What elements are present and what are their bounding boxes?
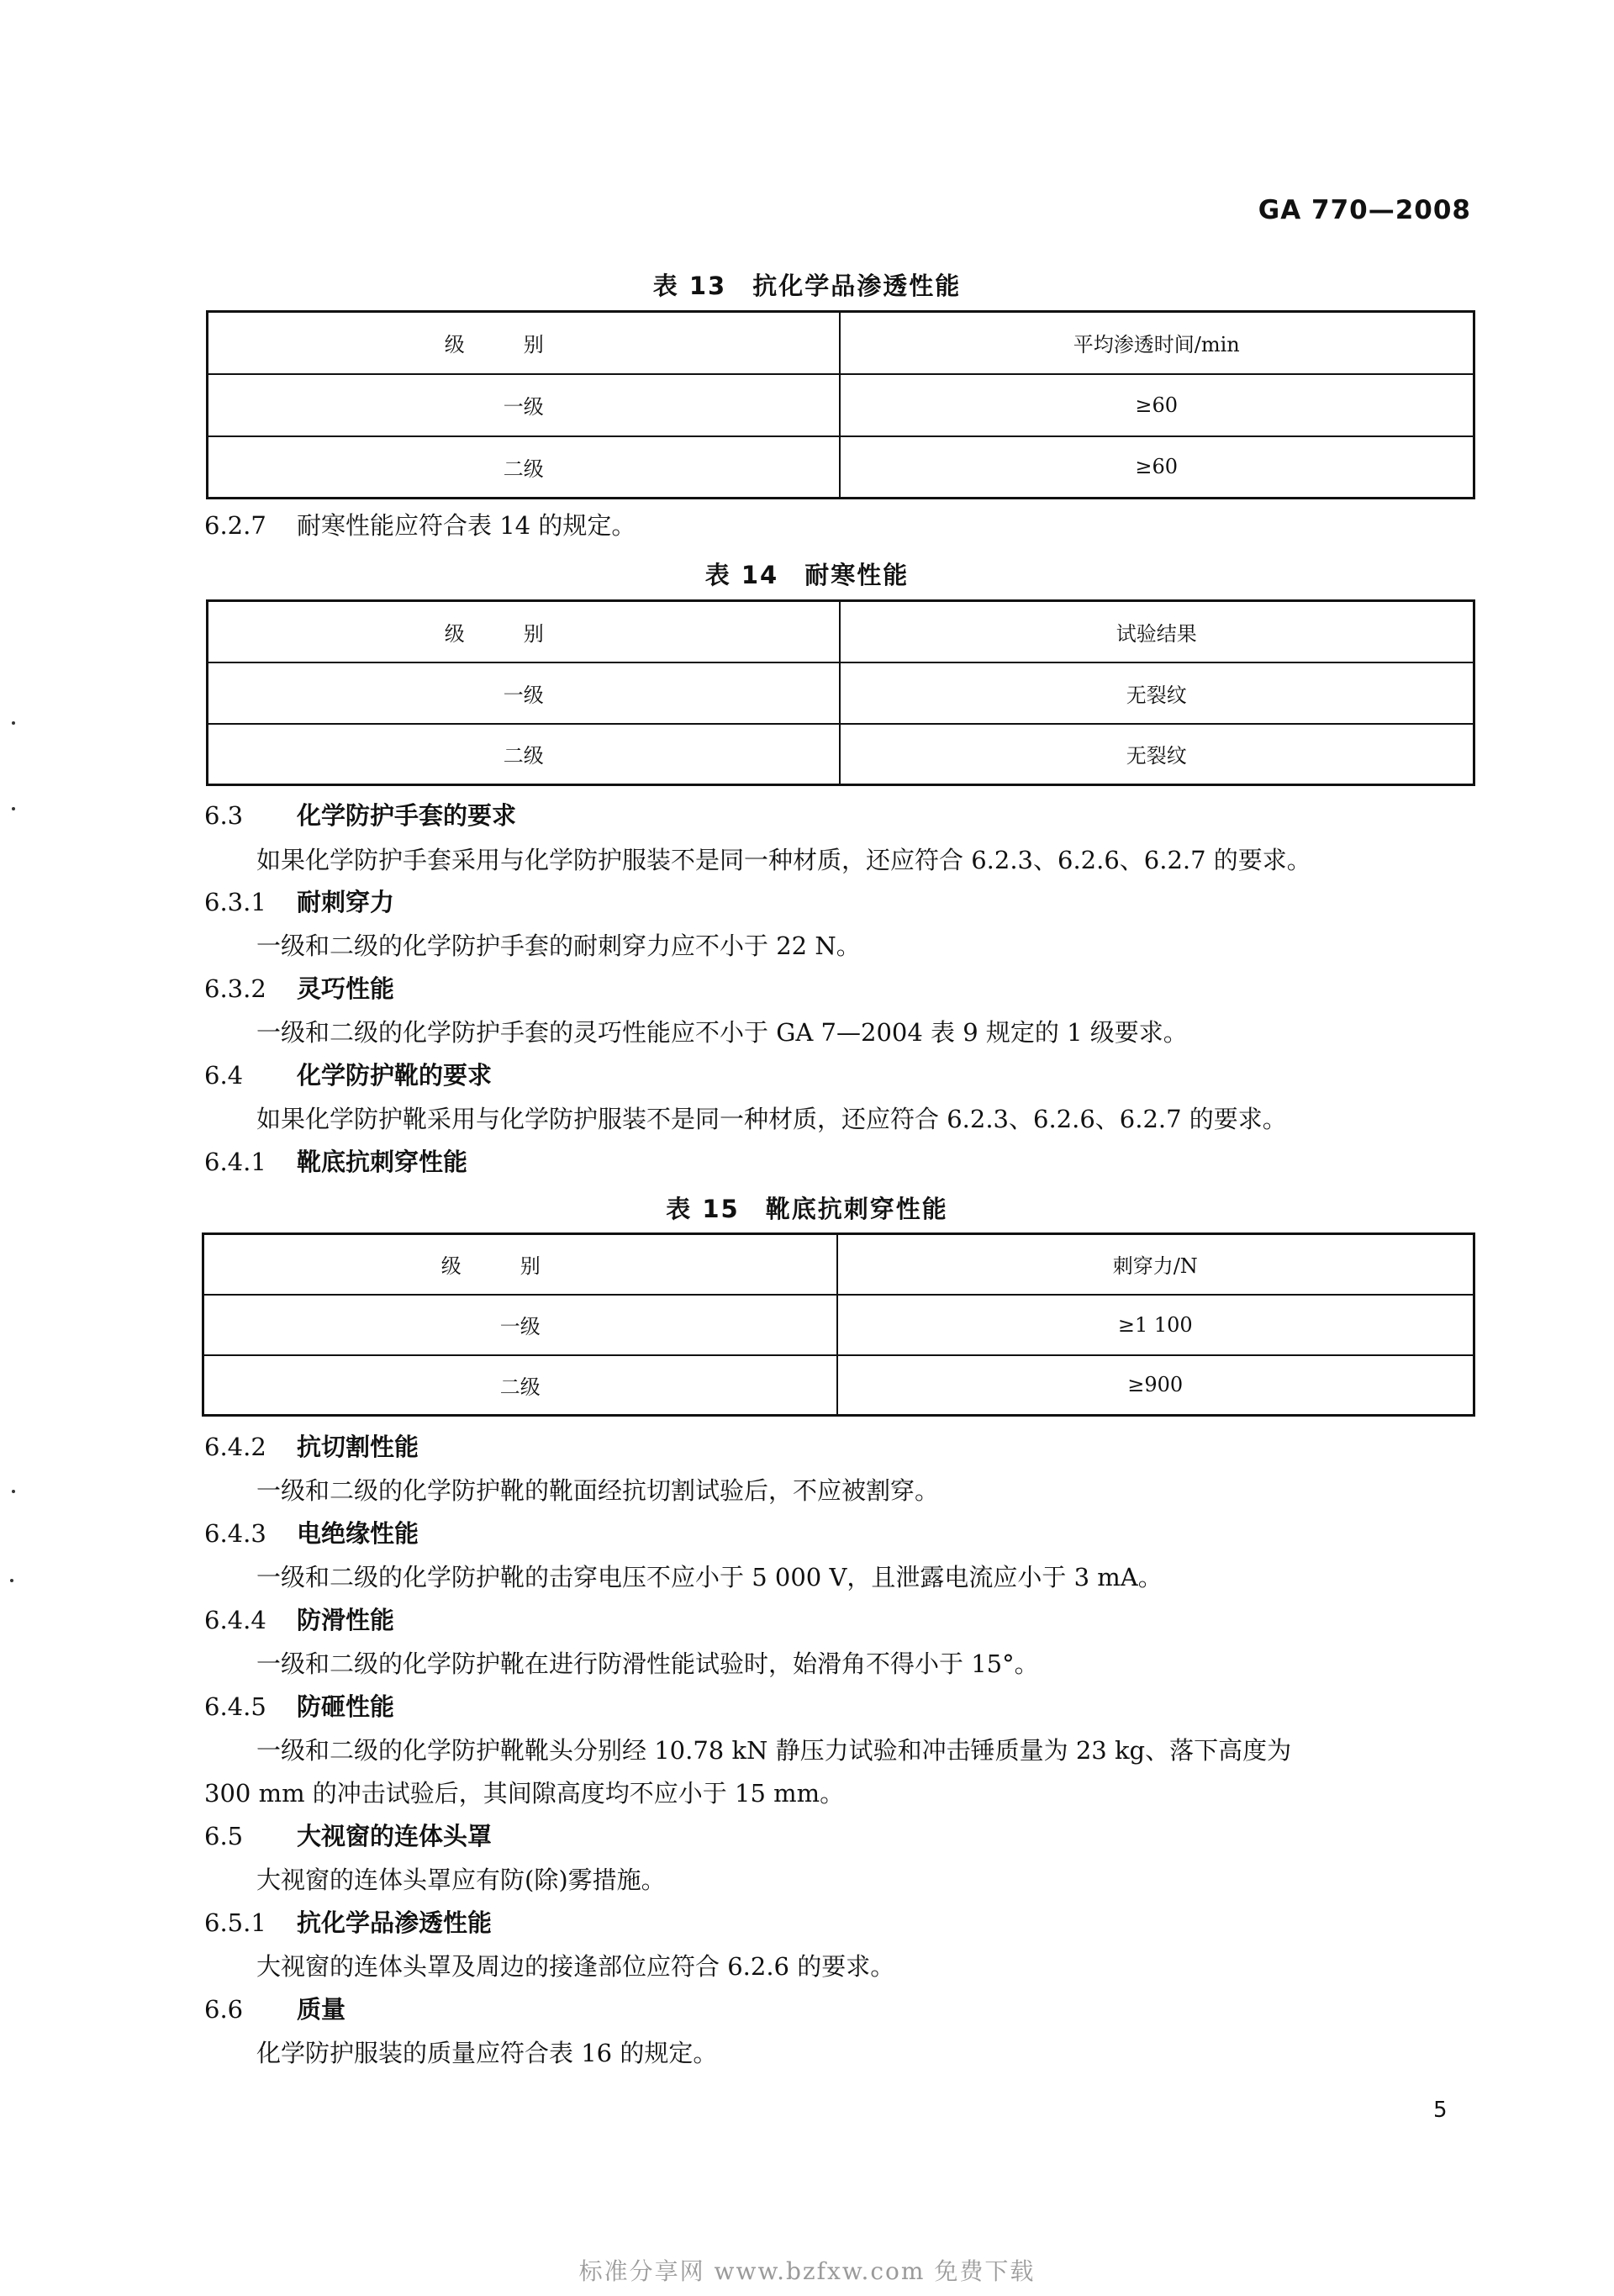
table-row <box>208 374 1474 436</box>
clause-title: 电绝缘性能 <box>297 1519 419 1548</box>
table-13-header-grade: 级别 <box>208 312 840 374</box>
table-row <box>203 1355 1474 1416</box>
clause-6-4-3-text: 一级和二级的化学防护靴的击穿电压不应小于 5 000 V，且泄露电流应小于 3 mA。 <box>256 1563 1163 1591</box>
clause-6-4-heading <box>204 1061 492 1090</box>
table-15-header-grade: 级别 <box>203 1234 837 1295</box>
clause-6-4-text: 如果化学防护靴采用与化学防护服装不是同一种材质，还应符合 6.2.3、6.2.6、6.2.7 的要求。 <box>256 1105 1287 1133</box>
table-13 <box>206 310 1475 499</box>
clause-6-2-7 <box>204 511 636 541</box>
clause-6-5-heading <box>204 1822 492 1851</box>
table-13-title: 表 13 抗化学品渗透性能 <box>652 272 962 300</box>
clause-6-6-heading <box>204 1995 345 2024</box>
table-14-title: 表 14 耐寒性能 <box>704 561 910 589</box>
page-number: 5 <box>1433 2098 1448 2123</box>
clause-number: 6.4.4 <box>204 1606 266 1634</box>
clause-text: 耐寒性能应符合表 14 的规定。 <box>297 511 636 540</box>
clause-6-3-2-heading <box>204 974 394 1004</box>
clause-title: 防滑性能 <box>297 1606 395 1634</box>
clause-6-5-1-heading <box>204 1908 492 1938</box>
clause-title: 化学防护靴的要求 <box>297 1061 493 1090</box>
scan-speck <box>10 1579 13 1582</box>
clause-6-6-text: 化学防护服装的质量应符合表 16 的规定。 <box>256 2039 718 2067</box>
clause-6-4-3-heading <box>204 1519 419 1549</box>
clause-title: 大视窗的连体头罩 <box>297 1822 493 1850</box>
clause-6-3-text: 如果化学防护手套采用与化学防护服装不是同一种材质，还应符合 6.2.3、6.2.6、6.2.7 的要求。 <box>256 846 1311 874</box>
clause-number: 6.4.3 <box>204 1519 266 1548</box>
document-code: GA 770—2008 <box>1258 195 1471 225</box>
clause-title: 化学防护手套的要求 <box>297 801 517 830</box>
table-14-header-result: 试验结果 <box>840 601 1474 662</box>
table-13-header-time: 平均渗透时间/min <box>840 312 1474 374</box>
clause-6-4-4-heading <box>204 1606 394 1635</box>
scan-speck <box>12 721 15 725</box>
table-15-header-force: 刺穿力/N <box>837 1234 1474 1295</box>
table-15 <box>202 1232 1475 1417</box>
clause-6-4-5-text-continued: 300 mm 的冲击试验后，其间隙高度均不应小于 15 mm。 <box>204 1779 845 1808</box>
table-15-value-cell: ≥900 <box>837 1355 1474 1416</box>
scan-speck <box>12 1490 15 1493</box>
clause-6-3-2-text: 一级和二级的化学防护手套的灵巧性能应不小于 GA 7—2004 表 9 规定的 1 级要求。 <box>256 1018 1188 1047</box>
table-13-grade-cell: 二级 <box>208 436 840 499</box>
clause-6-4-1-heading <box>204 1148 467 1177</box>
clause-6-3-heading <box>204 801 516 831</box>
footer-watermark: 标准分享网 www.bzfxw.com 免费下载 <box>578 2257 1036 2285</box>
table-15-title: 表 15 靴底抗刺穿性能 <box>666 1195 948 1223</box>
table-14-value-cell: 无裂纹 <box>840 724 1474 785</box>
clause-6-4-5-text: 一级和二级的化学防护靴靴头分别经 10.78 kN 静压力试验和冲击锤质量为 23 kg、落下高度为 <box>256 1736 1292 1765</box>
table-15-grade-cell: 二级 <box>203 1355 837 1416</box>
table-row <box>208 662 1474 724</box>
clause-6-3-1-text: 一级和二级的化学防护手套的耐刺穿力应不小于 22 N。 <box>256 932 861 960</box>
table-14-grade-cell: 二级 <box>208 724 840 785</box>
clause-number: 6.4 <box>204 1061 244 1090</box>
table-14 <box>206 599 1475 786</box>
clause-number: 6.4.2 <box>204 1433 266 1461</box>
clause-title: 耐刺穿力 <box>297 888 395 916</box>
clause-6-4-2-text: 一级和二级的化学防护靴的靴面经抗切割试验后，不应被割穿。 <box>256 1476 940 1505</box>
clause-number: 6.3 <box>204 801 244 830</box>
clause-title: 抗切割性能 <box>297 1433 419 1461</box>
table-14-header-grade: 级别 <box>208 601 840 662</box>
clause-6-4-2-heading <box>204 1433 419 1462</box>
table-14-grade-cell: 一级 <box>208 662 840 724</box>
clause-number: 6.5 <box>204 1822 244 1850</box>
table-13-value-cell: ≥60 <box>840 436 1474 499</box>
table-row <box>208 724 1474 785</box>
clause-6-3-1-heading <box>204 888 394 917</box>
clause-6-5-1-text: 大视窗的连体头罩及周边的接逢部位应符合 6.2.6 的要求。 <box>256 1952 895 1981</box>
clause-number: 6.3.2 <box>204 974 266 1003</box>
clause-number: 6.2.7 <box>204 511 266 540</box>
clause-number: 6.4.5 <box>204 1692 266 1721</box>
table-14-value-cell: 无裂纹 <box>840 662 1474 724</box>
clause-number: 6.6 <box>204 1995 244 2024</box>
clause-title: 灵巧性能 <box>297 974 395 1003</box>
clause-title: 靴底抗刺穿性能 <box>297 1148 468 1176</box>
clause-6-4-5-heading <box>204 1692 394 1722</box>
clause-number: 6.4.1 <box>204 1148 266 1176</box>
clause-title: 抗化学品渗透性能 <box>297 1908 493 1937</box>
table-13-grade-cell: 一级 <box>208 374 840 436</box>
clause-number: 6.3.1 <box>204 888 266 916</box>
clause-6-5-text: 大视窗的连体头罩应有防(除)雾措施。 <box>256 1866 666 1894</box>
scan-speck <box>12 807 15 810</box>
table-13-value-cell: ≥60 <box>840 374 1474 436</box>
clause-title: 质量 <box>297 1995 346 2024</box>
clause-title: 防砸性能 <box>297 1692 395 1721</box>
table-row <box>208 436 1474 499</box>
clause-6-4-4-text: 一级和二级的化学防护靴在进行防滑性能试验时，始滑角不得小于 15°。 <box>256 1649 1039 1678</box>
table-15-grade-cell: 一级 <box>203 1295 837 1355</box>
table-15-value-cell: ≥1 100 <box>837 1295 1474 1355</box>
clause-number: 6.5.1 <box>204 1908 266 1937</box>
table-row <box>203 1295 1474 1355</box>
